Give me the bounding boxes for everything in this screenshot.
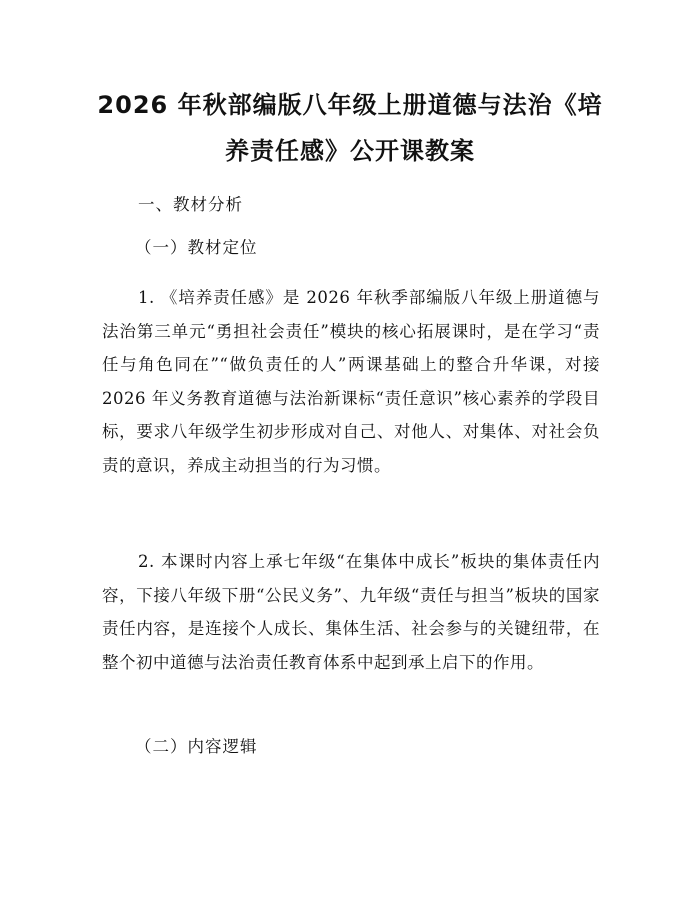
document-title: 2026 年秋部编版八年级上册道德与法治《培养责任感》公开课教案	[97, 91, 603, 165]
subsection-heading-content-logic: （二）内容逻辑	[135, 737, 258, 756]
paragraph-2: 2. 本课时内容上承七年级“在集体中成长”板块的集体责任内容，下接八年级下册“公民义务”、九年级“责任与担当”板块的国家责任内容，是连接个人成长、集体生活、社会参与的关键纽带，在整个初中道德与法治责任教育体系中起到承上启下的作用。	[102, 552, 600, 672]
paragraph-1: 1. 《培养责任感》是 2026 年秋季部编版八年级上册道德与法治第三单元“勇担社会责任”模块的核心拓展课时，是在学习“责任与角色同在”“做负责任的人”两课基础上的整合升华课，对接 2026 年义务教育道德与法治新课标“责任意识”核心素养的学段目标，要求八年级学生初步形成对自己、对他人、对集体、对社会负责的意识，养成主动担当的行为习惯。	[102, 288, 600, 475]
section-heading-textbook-analysis: 一、教材分析	[138, 195, 243, 214]
subsection-heading-textbook-positioning: （一）教材定位	[135, 238, 258, 257]
